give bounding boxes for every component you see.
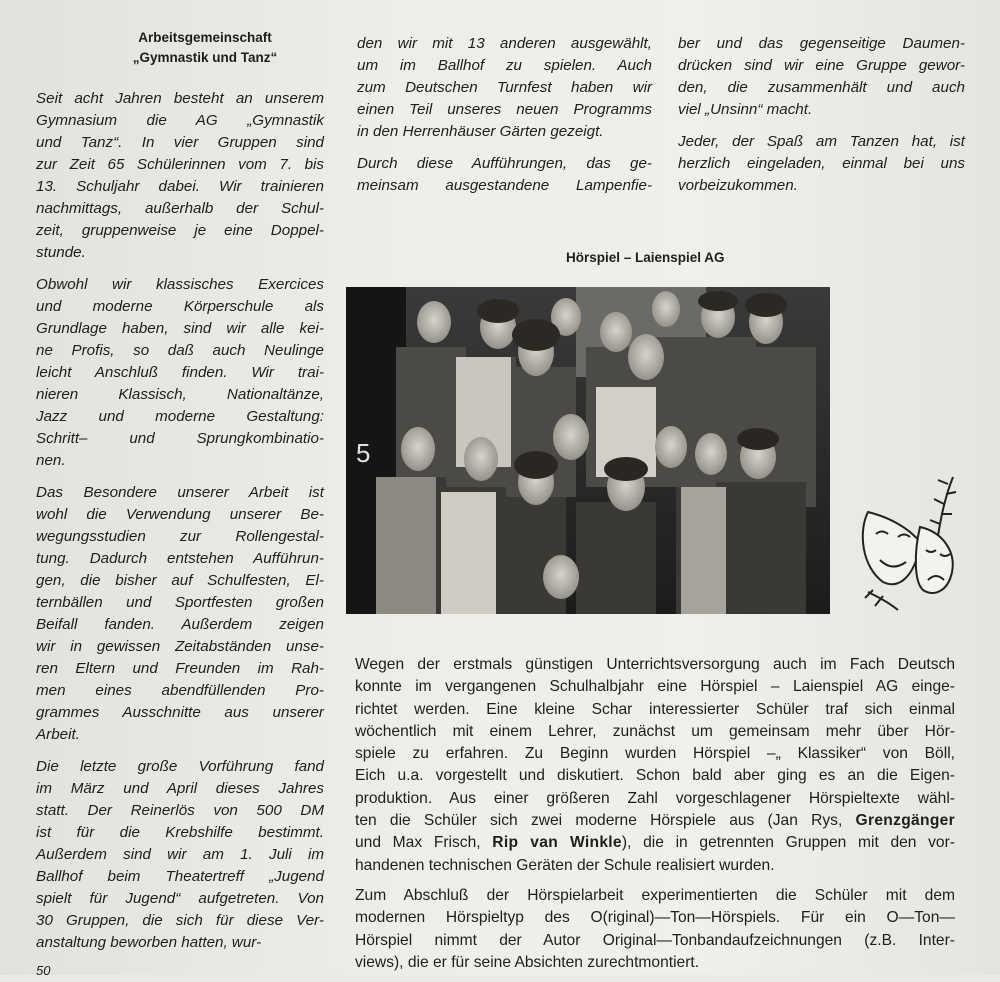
text-fragment: ), die in getrennten Gruppen mit den vor- — [621, 834, 955, 852]
text-fragment: und Max Frisch, — [355, 834, 493, 852]
text-line: handenen technischen Geräten der Schule realisiert wurden. — [355, 856, 775, 874]
svg-text:5: 5 — [356, 438, 371, 468]
text-line: Obwohl wir klassisches Exercices — [36, 276, 324, 293]
text-line: zeit, gruppenweise je eine Doppel- — [36, 222, 324, 239]
text-line: produktion. Aus einer größeren Zahl vorgeschlagener Hörspieltexte wähl- — [355, 789, 955, 807]
text-line: 30 Gruppen, die sich für diese Ver- — [36, 912, 324, 929]
text-line: Ballhof beim Theatertreff „Jugend — [36, 868, 324, 885]
title-rip-van-winkle: Rip van Winkle — [492, 834, 622, 852]
text-column-2 — [357, 33, 652, 207]
text-fragment: ten die Schüler sich zwei moderne Hörspiele aus (Jan Rys, — [355, 812, 856, 830]
theater-masks-icon — [848, 472, 968, 612]
paragraph — [36, 482, 324, 746]
text-line: nen. — [36, 452, 66, 469]
text-line: 13. Schuljahr dabei. Wir trainieren — [36, 178, 324, 195]
paragraph — [357, 153, 652, 197]
text-line: gen, die bisher auf Schulfesten, El- — [36, 572, 324, 589]
text-line: den wir mit 13 anderen ausgewählt, — [357, 35, 652, 52]
text-line: wir in gewissen Zeitabständen unse- — [36, 638, 324, 655]
page-number: 50 — [36, 963, 51, 978]
text-line: wöchentlich mit einem Lehrer, zunächst um gemeinsam mehr über Hör- — [355, 722, 955, 740]
text-column-3 — [678, 33, 965, 207]
text-line: meinsam ausgestandene Lampenfie- — [357, 177, 652, 194]
text-line: ren Eltern und Freunden im Rah- — [36, 660, 324, 677]
text-line: ist für die Krebshilfe bestimmt. — [36, 824, 324, 841]
text-line: Wegen der erstmals günstigen Unterrichtsversorgung auch im Fach Deutsch — [355, 656, 955, 673]
text-line: grammes Ausschnitte aus unserer — [36, 704, 324, 721]
text-line: Hörspiel nimmt der Autor Original—Tonbandaufzeichnungen (z.B. Inter- — [355, 931, 955, 949]
text-line: Jeder, der Spaß am Tanzen hat, ist — [678, 133, 965, 150]
text-column-1 — [36, 88, 324, 964]
paragraph — [36, 756, 324, 954]
text-line: views), die er für seine Absichten zurechtmontiert. — [355, 953, 700, 971]
text-line: zum Deutschen Turnfest haben wir — [357, 79, 652, 96]
text-line: wegungsstudien zur Rollengestal- — [36, 528, 324, 545]
text-line: und moderne Körperschule als — [36, 298, 324, 315]
text-line: Außerdem sind wir am 1. Juli im — [36, 846, 324, 863]
text-line: spiele zu erfahren. Zu Beginn wurden Hörspiel –„ Klassiker“ von Böll, — [355, 745, 955, 763]
text-line: Das Besondere unserer Arbeit ist — [36, 484, 324, 501]
text-line: ne Profis, so daß auch Neulinge — [36, 342, 324, 359]
photo-caption: Hörspiel – Laienspiel AG — [566, 250, 725, 265]
paragraph — [678, 131, 965, 197]
text-line: Durch diese Aufführungen, das ge- — [357, 155, 652, 172]
text-line: Die letzte große Vorführung fand — [36, 758, 324, 775]
text-line: den, die zusammenhält und auch — [678, 79, 965, 96]
text-line: Zum Abschluß der Hörspielarbeit experimentierten die Schüler mit dem — [355, 886, 955, 904]
text-line: leicht Anschluß finden. Wir trai- — [36, 364, 324, 381]
text-line — [355, 832, 955, 854]
paragraph — [357, 33, 652, 143]
text-line: Seit acht Jahren besteht an unserem — [36, 90, 324, 107]
text-line: zur Zeit 65 Schülerinnen vom 7. bis — [36, 156, 324, 173]
text-line: einen Teil unseres neuen Programms — [357, 101, 652, 118]
text-line: in den Herrenhäuser Gärten gezeigt. — [357, 123, 604, 140]
paragraph — [355, 654, 955, 877]
text-line: spielt für Jugend“ aufgetreten. Von — [36, 890, 324, 907]
text-line: Eich u.a. vorgestellt und diskutiert. Schon bald aber ging es an die Eigen- — [355, 767, 955, 785]
paragraph — [355, 885, 955, 974]
text-line: ber und das gegenseitige Daumen- — [678, 35, 965, 52]
text-line: im März und April dieses Jahres — [36, 780, 324, 797]
text-line: um im Ballhof zu spielen. Auch — [357, 57, 652, 74]
article-body — [355, 654, 955, 982]
paragraph — [678, 33, 965, 121]
text-line: nieren Klassisch, Nationaltänze, — [36, 386, 324, 403]
theater-masks-illustration — [848, 472, 968, 612]
text-line: Schritt– und Sprungkombinatio- — [36, 430, 324, 447]
text-line: statt. Der Reinerlös von 500 DM — [36, 802, 324, 819]
text-line: Grundlage haben, sind wir alle kei- — [36, 320, 324, 337]
title-grenzganger: Grenzgänger — [855, 812, 955, 830]
group-photo-image — [346, 287, 830, 614]
text-line: drücken sind wir eine Gruppe gewor- — [678, 57, 965, 74]
text-line: stunde. — [36, 244, 86, 261]
paragraph — [36, 274, 324, 472]
text-line: richtet werden. Eine kleine Schar interessierter Schüler traf sich einmal — [355, 700, 955, 718]
text-line: Arbeit. — [36, 726, 80, 743]
text-line: Gymnasium die AG „Gymnastik — [36, 112, 324, 129]
text-line: nachmittags, außerhalb der Schul- — [36, 200, 324, 217]
text-line: viel „Unsinn“ macht. — [678, 101, 813, 118]
text-line: ternbällen und Sportfesten großen — [36, 594, 324, 611]
group-photo — [346, 287, 830, 614]
section-title-line2: „Gymnastik und Tanz“ — [132, 50, 278, 65]
text-line: vorbeizukommen. — [678, 177, 798, 194]
paragraph — [36, 88, 324, 264]
section-heading — [80, 28, 330, 68]
text-line: konnte im vergangenen Schulhalbjahr eine Hörspiel – Laienspiel AG einge- — [355, 678, 955, 696]
text-line: Jazz und moderne Gestaltung: — [36, 408, 324, 425]
text-line: herzlich eingeladen, einmal bei uns — [678, 155, 965, 172]
text-line: men eines abendfüllenden Pro- — [36, 682, 324, 699]
text-line: tung. Dadurch entstehen Aufführun- — [36, 550, 324, 567]
text-line — [355, 810, 955, 832]
section-title-line1: Arbeitsgemeinschaft — [138, 30, 272, 45]
text-line: und Tanz“. In vier Gruppen sind — [36, 134, 324, 151]
text-line: modernen Hörspieltyp des O(riginal)—Ton—Hörspiels. Für ein O—Ton— — [355, 909, 955, 927]
text-line: Beifall fanden. Außerdem zeigen — [36, 616, 324, 633]
text-line: anstaltung beworben hatten, wur- — [36, 934, 262, 951]
text-line: wohl die Verwendung unserer Be- — [36, 506, 324, 523]
